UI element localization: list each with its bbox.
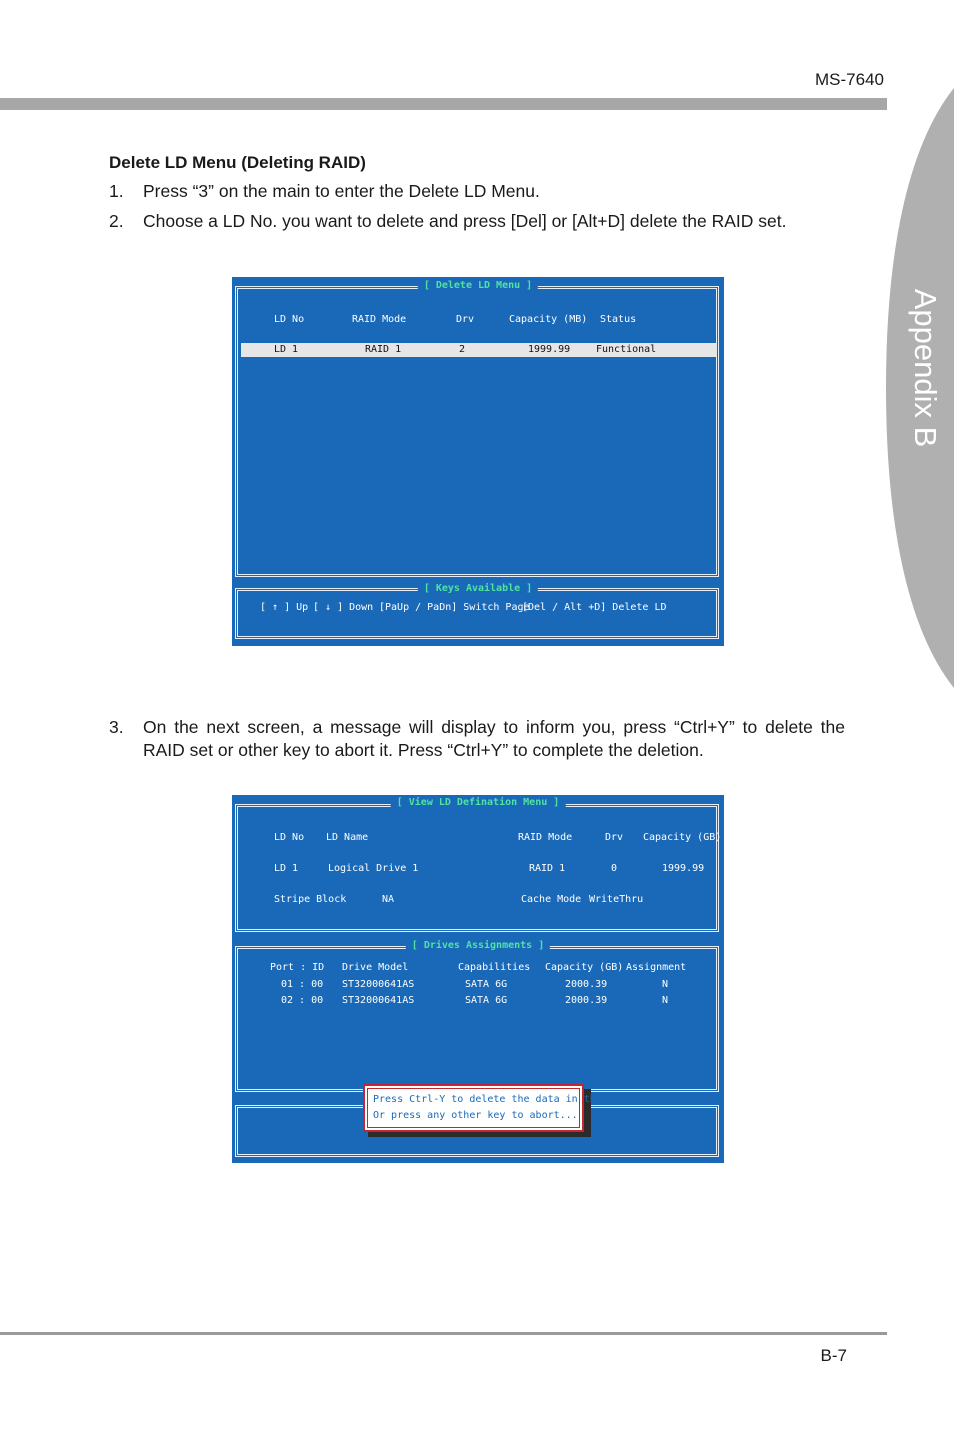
- step-number: 1.: [109, 181, 124, 201]
- step-text: Press “3” on the main to enter the Delete LD Menu.: [143, 181, 540, 201]
- col-header-capacity: Capacity (MB): [509, 314, 588, 325]
- step-number: 3.: [109, 717, 124, 737]
- keys-title: [ Keys Available ]: [418, 583, 538, 594]
- step-text: On the next screen, a message will display to inform you, press “Ctrl+Y” to delete the RAID set or other key to abort it. Press “Ctrl+Y” to complete the deletion.: [143, 717, 845, 760]
- drive-port: 01 : 00: [281, 979, 324, 990]
- ld-no-value: LD 1: [274, 863, 299, 874]
- model-number: MS-7640: [815, 70, 884, 89]
- col-header-ld-name: LD Name: [326, 832, 369, 843]
- ld-row-selected[interactable]: [241, 343, 717, 357]
- screen-title: [ View LD Defination Menu ]: [391, 797, 566, 808]
- col-header-status: Status: [600, 314, 637, 325]
- drive-capacity: 2000.39: [565, 995, 608, 1006]
- screen-title: [ Delete LD Menu ]: [418, 280, 538, 291]
- col-header-capacity: Capacity (GB): [643, 832, 722, 843]
- step-text: Choose a LD No. you want to delete and press [Del] or [Alt+D] delete the RAID set.: [143, 211, 787, 231]
- header-bar: [0, 98, 887, 110]
- drive-model: ST32000641AS: [342, 979, 415, 990]
- drive-assignment: N: [662, 995, 669, 1006]
- confirm-delete-dialog[interactable]: [363, 1084, 638, 1132]
- step-1: [109, 180, 845, 204]
- page-number: B-7: [820, 1346, 847, 1365]
- step-number: 2.: [109, 211, 124, 231]
- ld-name-value: Logical Drive 1: [328, 863, 419, 874]
- col-header-capacity: Capacity (GB): [545, 962, 624, 973]
- drive-capabilities: SATA 6G: [465, 995, 508, 1006]
- col-header-drv: Drv: [605, 832, 624, 843]
- drive-model: ST32000641AS: [342, 995, 415, 1006]
- key-up: [ ↑ ] Up: [260, 602, 309, 613]
- ld-list-frame: [235, 286, 719, 577]
- drive-assignment: N: [662, 979, 669, 990]
- col-header-raid-mode: RAID Mode: [518, 832, 573, 843]
- capacity-cell: 1999.99: [528, 344, 571, 355]
- step-2: [109, 210, 845, 258]
- dialog-message-line-2: Or press any other key to abort...: [373, 1110, 578, 1121]
- drive-port: 02 : 00: [281, 995, 324, 1006]
- stripe-block-label: Stripe Block: [274, 894, 347, 905]
- view-ld-definition-screen: [232, 795, 724, 1163]
- col-header-drv: Drv: [456, 314, 475, 325]
- key-switch-page: [PaUp / PaDn] Switch Page: [379, 602, 530, 613]
- stripe-block-value: NA: [382, 894, 395, 905]
- raid-mode-value: RAID 1: [529, 863, 566, 874]
- col-header-raid-mode: RAID Mode: [352, 314, 407, 325]
- cache-mode-value: WriteThru: [589, 894, 644, 905]
- keys-frame: [235, 588, 719, 639]
- drive-capabilities: SATA 6G: [465, 979, 508, 990]
- capacity-value: 1999.99: [662, 863, 705, 874]
- drv-cell: 2: [459, 344, 466, 355]
- ld-definition-frame: [235, 804, 722, 932]
- delete-ld-menu-screen: [232, 277, 724, 646]
- footer-rule: [0, 1332, 887, 1335]
- section-title: Delete LD Menu (Deleting RAID): [109, 153, 366, 172]
- status-cell: Functional: [596, 344, 657, 355]
- col-header-ld-no: LD No: [274, 832, 305, 843]
- cache-mode-label: Cache Mode: [521, 894, 582, 905]
- col-header-ld-no: LD No: [274, 314, 305, 325]
- col-header-drive-model: Drive Model: [342, 962, 409, 973]
- drive-capacity: 2000.39: [565, 979, 608, 990]
- dialog-message-line-1: Press Ctrl-Y to delete the data in the disk!: [373, 1094, 638, 1105]
- step-3: [109, 716, 845, 764]
- appendix-tab-label: Appendix B: [908, 288, 943, 448]
- ld-no-cell: LD 1: [274, 344, 299, 355]
- key-down: [ ↓ ] Down: [313, 602, 374, 613]
- key-delete-ld: [Del / Alt +D] Delete LD: [522, 602, 667, 613]
- col-header-assignment: Assignment: [626, 962, 687, 973]
- drv-value: 0: [611, 863, 618, 874]
- drives-title: [ Drives Assignments ]: [406, 940, 550, 951]
- col-header-port: Port : ID: [270, 962, 325, 973]
- col-header-capabilities: Capabilities: [458, 962, 531, 973]
- raid-mode-cell: RAID 1: [365, 344, 402, 355]
